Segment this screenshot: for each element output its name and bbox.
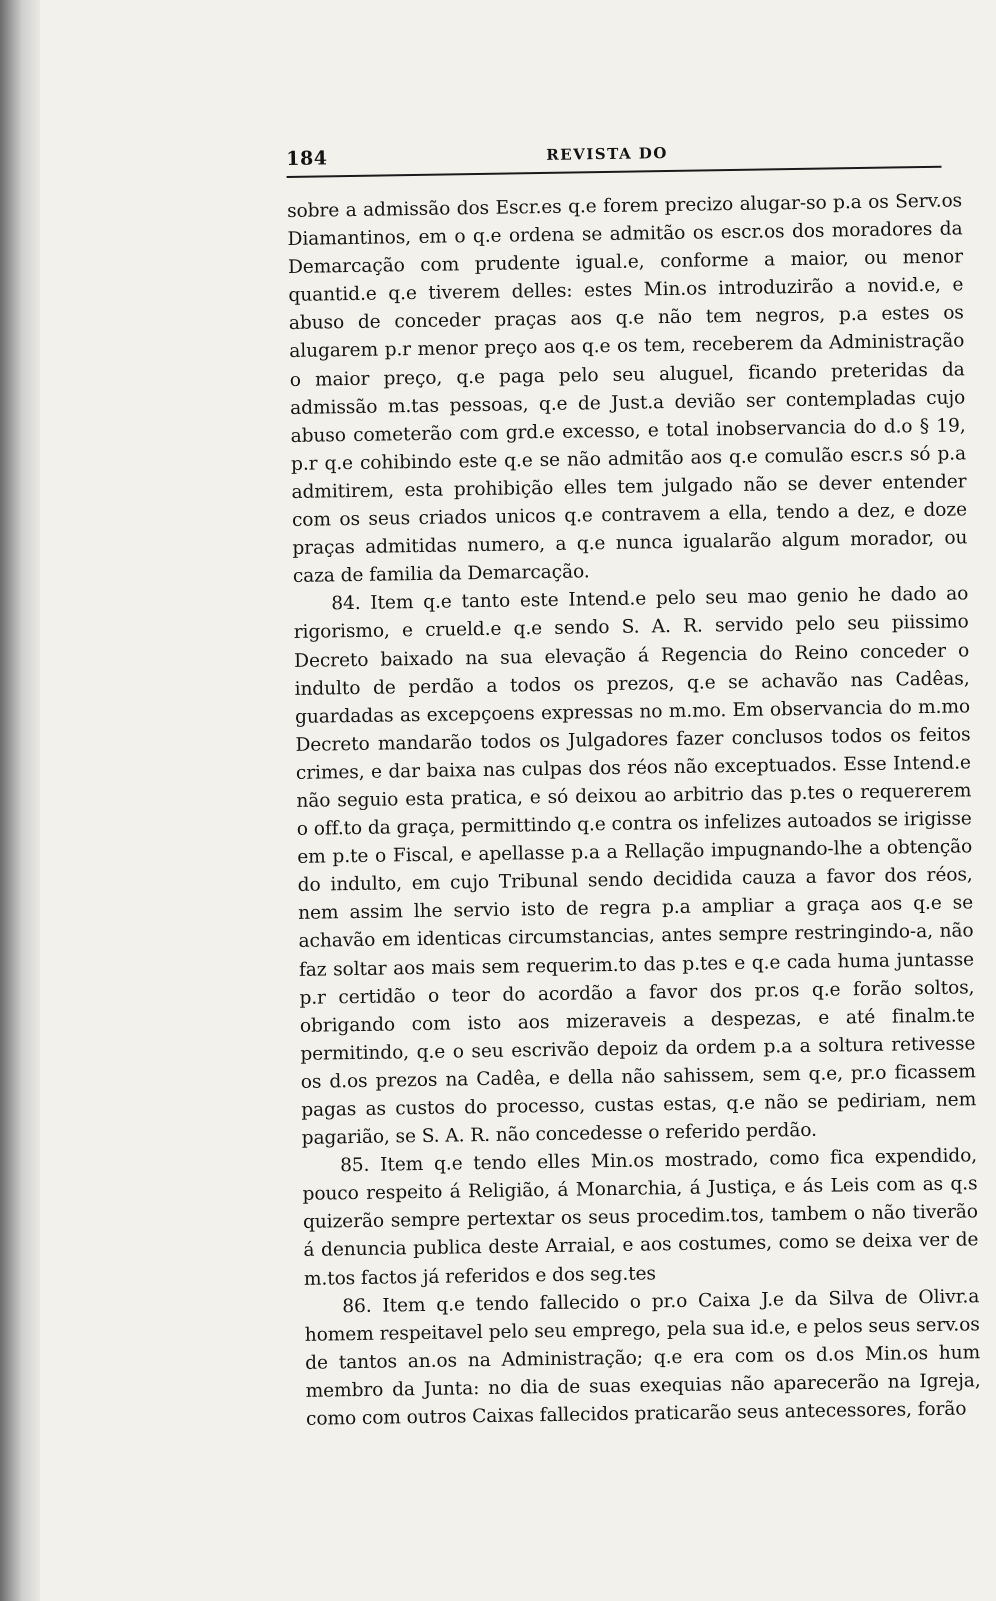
running-head: REVISTA DO bbox=[546, 144, 669, 164]
paragraph-item-84: 84. Item q.e tanto este Intend.e pelo seu mao genio he dado ao rigorismo, e crueld.e q.e sendo S. A. R. servido pelo seu piissimo Decreto baixado na sua elevação á Regencia do Reino conceder o indulto de perdão a todos os prezos, q.e se achavão nas Cadêas, guardadas as excepçoens expressas no m.mo. Em observancia do m.mo Decreto mandarão todos os Julgadores fazer conclusos todos os feitos crimes, e dar baixa nas culpas dos réos não exceptuados. Esse Intend.e não seguio esta pratica, e só deixou ao arbitrio das p.tes o requererem o off.to da graça, permittindo q.e contra os infelizes autoados se irigisse em p.te o Fiscal, e apellasse p.a a Rellação impugnando-lhe a obtenção do indulto, em cujo Tribunal sendo decidida cauza a favor dos réos, nem assim lhe servio isto de regra p.a ampliar a graça aos q.e se achavão em identicas circumstancias, antes sempre restringindo-a, não faz soltar aos mais sem requerim.to das p.tes e q.e cada huma juntasse p.r certidão o teor do acordão a favor dos pr.os q.e forão soltos, obrigando com isto aos mizeraveis a despezas, e até finalm.te permitindo, q.e o seu escrivão depoiz da ordem p.a a soltura retivesse os d.os prezos na Cadêa, e della não sahissem, sem q.e, pr.o ficassem pagas as custos do processo, custas estas, q.e não se pediriam, nem pagarião, se S. A. R. não concedesse o referido perdão. bbox=[293, 583, 977, 1149]
book-page bbox=[286, 129, 983, 1559]
paragraph-item-86: 86. Item q.e tendo fallecido o pr.o Caixa J.e da Silva de Olivr.a homem respeitavel pelo seu emprego, pela sua id.e, e pelos seus serv.os de tantos an.os na Administração; q.e era com os d.os Min.os hum membro da Junta: no dia de suas exequias não aparecerão na Igreja, como com outros Caixas fallecidos praticarão seus antecessores, forão bbox=[304, 1285, 981, 1430]
book-binding-shadow bbox=[0, 0, 40, 1601]
paragraph-item-85: 85. Item q.e tendo elles Min.os mostrado, como fica expendido, pouco respeito á Religião, á Monarchia, á Justiça, e ás Leis com as q.s quizerão sempre pertextar os seus procedim.tos, tambem o não tiverão á denuncia publica deste Arraial, e aos costumes, como se deixa ver de m.tos factos já referidos e dos seg.tes bbox=[302, 1145, 979, 1290]
paragraph-continuation: sobre a admissão dos Escr.es q.e forem precizo alugar-so p.a os Serv.os Diamantinos, em o q.e ordena se admitão os escr.os dos moradores da Demarcação com prudente igual.e, conforme a maior, ou menor quantid.e q.e tiverem delles: estes Min.os introduzirão a novid.e, e abuso de conceder praças aos q.e não tem negros, p.a estes os alugarem p.r menor preço aos q.e os tem, receberem da Administração o maior preço, q.e paga pelo seu aluguel, ficando preteridas da admissão m.tas pessoas, q.e de Just.a devião ser contempladas cujo abuso cometerão com grd.e excesso, e total inobservancia do d.o § 19, p.r q.e cohibindo este q.e se não admitão aos q.e comulão escr.s só p.a admitirem, esta prohibição elles tem julgado não se dever entender com os seus criados unicos q.e contravem a ella, tendo a dez, e doze praças admitidas numero, a q.e nunca igualarão algum morador, ou caza de familia da Demarcação. bbox=[286, 190, 968, 588]
page-body bbox=[287, 187, 981, 1434]
page-number: 184 bbox=[286, 147, 328, 170]
